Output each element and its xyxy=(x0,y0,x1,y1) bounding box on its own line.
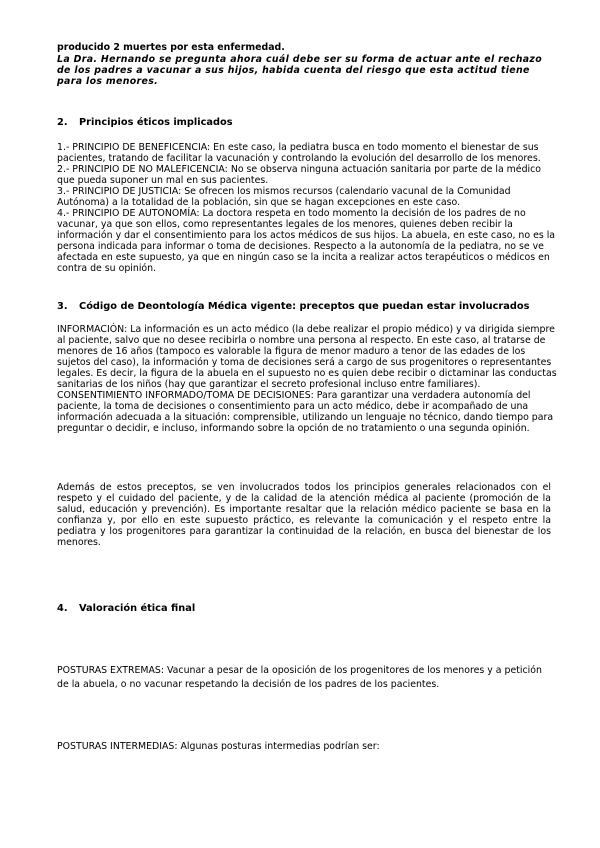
section-4-title: Valoración ética final xyxy=(79,603,196,614)
precept-informacion: INFORMACIÓN: La información es un acto médico (la debe realizar el propio médico) y va dirigida siempre al paciente, salvo que no desee recibirla o nombre una persona al respecto. En este caso, al tratarse de menores de 16 años (tampoco es valorable la figura de menor maduro a tenor de las edades de los sujetos del caso), la información y toma de decisiones será a cargo de sus progenitores o representantes legales. Es decir, la figura de la abuela en el supuesto no es quien debe recibir o dictaminar las conductas sanitarias de los niños (hay que garantizar el secreto profesional incluso entre familiares). xyxy=(57,324,557,390)
section-4-heading xyxy=(57,603,557,614)
principle-justicia: 3.- PRINCIPIO DE JUSTICIA: Se ofrecen los mismos recursos (calendario vacunal de la Comunidad Autónoma) a la totalidad de la población, sin que se hagan excepciones en este caso. xyxy=(57,186,511,208)
intro-line: producido 2 muertes por esta enfermedad. xyxy=(57,42,285,53)
posturas-extremas: POSTURAS EXTREMAS: Vacunar a pesar de la oposición de los progenitores de los menores y a petición de la abuela, o no vacunar respetando la decisión de los padres de los pacientes. xyxy=(57,665,542,690)
principle-autonomia: 4.- PRINCIPIO DE AUTONOMÍA: La doctora respeta en todo momento la decisión de los padres de no vacunar, ya que son ellos, como representantes legales de los menores, quienes deben recibir la información y dar el consentimiento para los actos médicos de sus hijos. La abuela, en este caso, no es la persona indicada para informar o toma de decisiones. Respecto a la autonomía de la pediatra, no se ve afectada en este supuesto, ya que en ningún caso se la incita a realizar actos terapéuticos o médicos en contra de su opinión. xyxy=(57,208,556,274)
principle-no-maleficencia: 2.- PRINCIPIO DE NO MALEFICENCIA: No se observa ninguna actuación sanitaria por parte de la médico que pueda suponer un mal en sus pacientes. xyxy=(57,164,542,186)
section-3-number: 3. xyxy=(57,301,68,312)
section-2-heading xyxy=(57,117,557,128)
section-3-closing: Además de estos preceptos, se ven involucrados todos los principios generales relacionados con el respeto y el cuidado del paciente, y de la calidad de la atención médica al paciente (promoción de la salud, educación y prevención). Es importante resaltar que la relación médico paciente se basa en la confianza y, por ello en este supuesto práctico, es relevante la comunicación y el respeto entre la pediatra y los progenitores para garantizar la continuidad de la relación, en busca del bienestar de los menores. xyxy=(57,482,551,548)
section-2-title: Principios éticos implicados xyxy=(79,117,233,128)
posturas-intermedias: POSTURAS INTERMEDIAS: Algunas posturas intermedias podrían ser: xyxy=(57,741,380,752)
section-3-title: Código de Deontología Médica vigente: preceptos que puedan estar involucrados xyxy=(79,301,530,312)
intro-italic-paragraph: La Dra. Hernando se pregunta ahora cuál debe ser su forma de actuar ante el rechazo de los padres a vacunar a sus hijos, habida cuenta del riesgo que esta actitud tiene para los menores. xyxy=(57,54,543,87)
section-3-body xyxy=(57,324,559,434)
principle-beneficencia: 1.- PRINCIPIO DE BENEFICENCIA: En este caso, la pediatra busca en todo momento el bienestar de sus pacientes, tratando de facilitar la vacunación y controlando la evolución del desarrollo de los menores. xyxy=(57,142,541,164)
section-2-number: 2. xyxy=(57,117,68,128)
section-2-body xyxy=(57,142,559,274)
section-4-number: 4. xyxy=(57,603,68,614)
precept-consentimiento: CONSENTIMIENTO INFORMADO/TOMA DE DECISIONES: Para garantizar una verdadera autonomía del paciente, la toma de decisiones o consentimiento para un acto médico, debe ir acompañado de una información adecuada a la situación: comprensible, utilizando un lenguaje no técnico, dando tiempo para preguntar o decidir, e incluso, informando sobre la opción de no tratamiento o una segunda opinión. xyxy=(57,390,554,434)
section-3-heading xyxy=(57,301,557,312)
